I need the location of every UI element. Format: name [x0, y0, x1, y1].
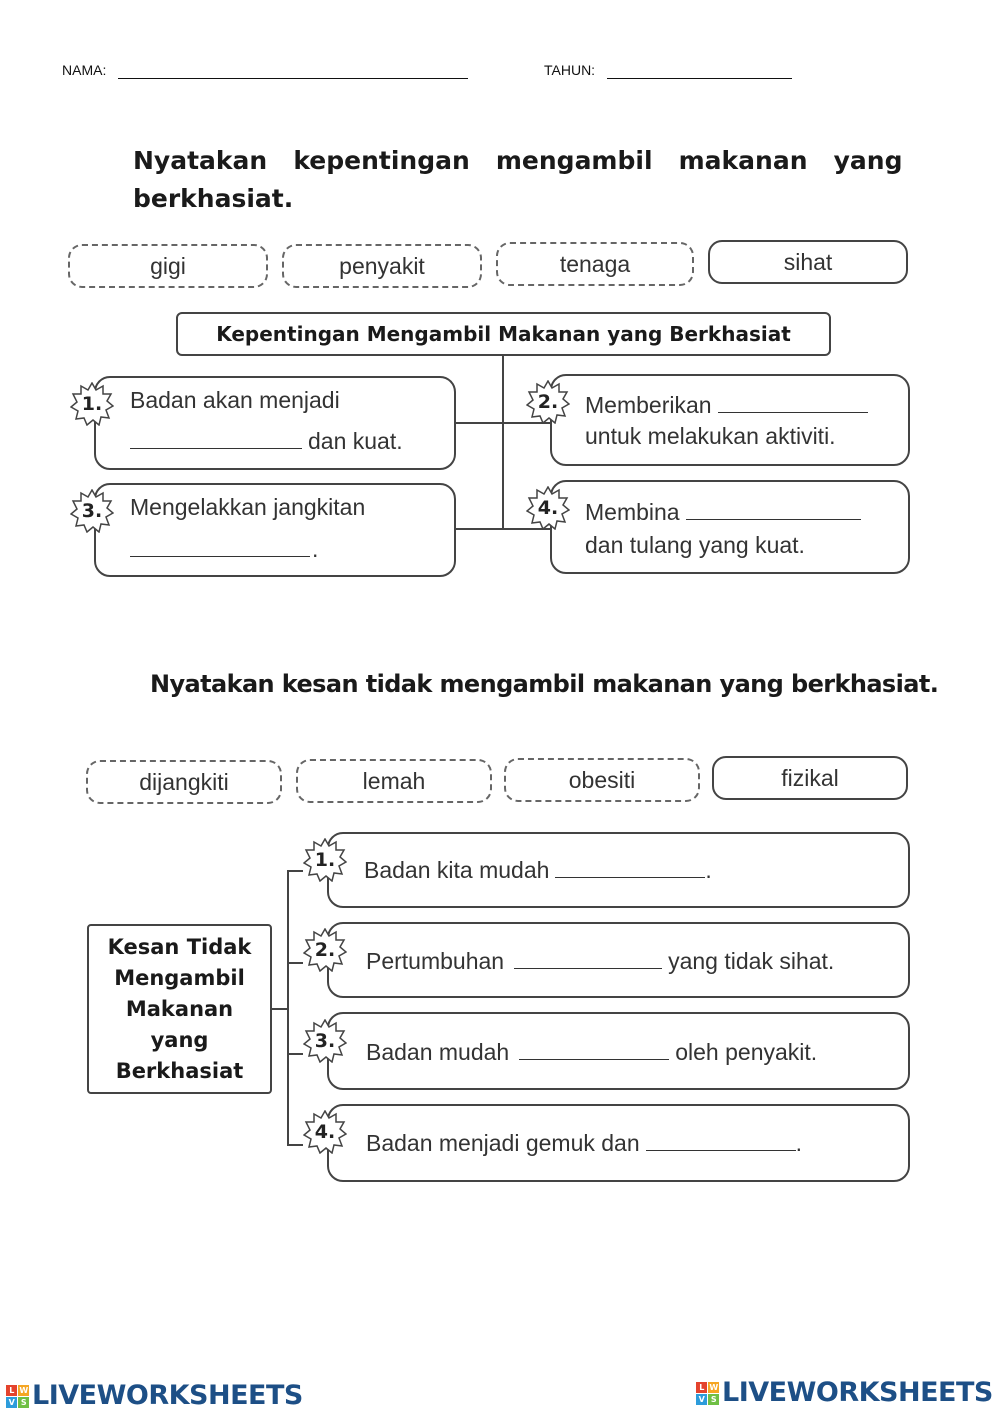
- section1-box-4: [550, 480, 910, 574]
- s1-item4-line1: [585, 499, 867, 526]
- s2-item3-text: [366, 1039, 817, 1066]
- liveworksheets-logo-left: [6, 1380, 303, 1411]
- section2-title: Nyatakan kesan tidak mengambil makanan yang berkhasiat.: [150, 670, 939, 698]
- s2-item1-text: [364, 857, 712, 884]
- s2-item1-after: .: [705, 857, 712, 883]
- s1-item4-before: Membina: [585, 499, 680, 525]
- word-bank-item-obesiti[interactable]: obesiti: [504, 758, 700, 802]
- name-field[interactable]: [118, 78, 468, 79]
- s1-item3-line2: [130, 536, 318, 563]
- section1-center-title: Kepentingan Mengambil Makanan yang Berkhasiat: [216, 322, 791, 346]
- logo-mark-cell: W: [709, 1383, 718, 1392]
- connector-vertical: [502, 356, 504, 530]
- badge-number: 3.: [81, 500, 103, 522]
- s2-item3-after: oleh penyakit.: [675, 1039, 818, 1065]
- answer-blank-s1-3[interactable]: [130, 555, 310, 557]
- badge-s1-4: [526, 486, 570, 530]
- s1-item2-before: Memberikan: [585, 392, 712, 418]
- badge-s2-2: [303, 928, 347, 972]
- logo-mark-cell: V: [696, 1394, 707, 1405]
- badge-number: 2.: [314, 939, 336, 961]
- s2-item2-text: [366, 948, 834, 975]
- connector-s2-1: [287, 870, 303, 872]
- connector-s2-stem: [272, 1008, 288, 1010]
- name-label: NAMA:: [62, 62, 107, 78]
- badge-number: 1.: [81, 393, 103, 415]
- year-label: TAHUN:: [544, 62, 596, 78]
- badge-s2-3: [303, 1019, 347, 1063]
- answer-blank-s2-3[interactable]: [519, 1058, 669, 1060]
- logo-mark-cell: L: [696, 1382, 707, 1393]
- word-bank-item-gigi[interactable]: gigi: [68, 244, 268, 288]
- logo-text: LIVEWORKSHEETS: [32, 1380, 303, 1411]
- badge-s1-1: [70, 382, 114, 426]
- badge-number: 4.: [314, 1121, 336, 1143]
- badge-number: 3.: [314, 1030, 336, 1052]
- logo-mark-cell: S: [708, 1394, 719, 1405]
- center-line-3: Makanan: [125, 996, 234, 1021]
- answer-blank-s1-2[interactable]: [718, 411, 868, 413]
- section2-center-box: [87, 924, 272, 1094]
- center-line-2: Mengambil: [114, 965, 245, 990]
- section1-title-line1: Nyatakan kepentingan mengambil makanan yang: [133, 146, 903, 175]
- s2-item3-before: Badan mudah: [366, 1039, 510, 1065]
- section1-title-line2: berkhasiat.: [133, 184, 294, 213]
- logo-mark-cell: V: [6, 1397, 17, 1408]
- logo-mark-cell: S: [18, 1397, 29, 1408]
- center-line-4: yang: [150, 1027, 209, 1052]
- s1-item1-line2: [130, 428, 403, 455]
- logo-mark-icon: [696, 1382, 719, 1405]
- word-bank-item-lemah[interactable]: lemah: [296, 759, 492, 803]
- center-line-1: Kesan Tidak: [107, 934, 252, 959]
- badge-number: 1.: [314, 849, 336, 871]
- connector-s2-2: [287, 962, 303, 964]
- answer-blank-s2-4[interactable]: [646, 1149, 796, 1151]
- connector-s2-4: [287, 1144, 303, 1146]
- answer-blank-s1-1[interactable]: [130, 447, 302, 449]
- answer-blank-s2-1[interactable]: [555, 876, 705, 878]
- s1-item2-line1: [585, 392, 874, 419]
- s1-item4-line2: dan tulang yang kuat.: [585, 532, 805, 558]
- badge-s1-2: [526, 380, 570, 424]
- s2-item1-before: Badan kita mudah: [364, 857, 550, 883]
- logo-mark-icon: [6, 1385, 29, 1408]
- word-bank-item-sihat[interactable]: sihat: [708, 240, 908, 284]
- s2-item2-before: Pertumbuhan: [366, 948, 505, 974]
- word-bank-item-penyakit[interactable]: penyakit: [282, 244, 482, 288]
- badge-s2-1: [303, 838, 347, 882]
- connector-s2-3: [287, 1053, 303, 1055]
- answer-blank-s2-2[interactable]: [514, 967, 662, 969]
- connector-s2-vertical: [287, 870, 289, 1146]
- center-line-5: Berkhasiat: [115, 1058, 244, 1083]
- s1-item1-after: dan kuat.: [308, 428, 403, 454]
- s1-item3-after: .: [312, 536, 319, 562]
- word-bank-item-tenaga[interactable]: tenaga: [496, 242, 694, 286]
- answer-blank-s1-4[interactable]: [686, 518, 861, 520]
- badge-s2-4: [303, 1110, 347, 1154]
- year-field[interactable]: [607, 78, 792, 79]
- s2-item4-text: [366, 1130, 802, 1157]
- logo-mark-cell: W: [19, 1386, 28, 1395]
- s2-item4-before: Badan menjadi gemuk dan: [366, 1130, 640, 1156]
- liveworksheets-logo-right: [696, 1377, 993, 1408]
- word-bank-item-dijangkiti[interactable]: dijangkiti: [86, 760, 282, 804]
- logo-mark-cell: L: [6, 1385, 17, 1396]
- s2-item4-after: .: [795, 1130, 803, 1156]
- s1-item2-line2: untuk melakukan aktiviti.: [585, 423, 836, 449]
- section1-box-2: [550, 374, 910, 466]
- s1-item1-line1: Badan akan menjadi: [130, 387, 340, 413]
- word-bank-item-fizikal[interactable]: fizikal: [712, 756, 908, 800]
- badge-s1-3: [70, 489, 114, 533]
- badge-number: 4.: [537, 497, 559, 519]
- section1-center-title-box: [176, 312, 831, 356]
- s2-item2-after: yang tidak sihat.: [668, 948, 835, 974]
- logo-text: LIVEWORKSHEETS: [722, 1377, 993, 1408]
- badge-number: 2.: [537, 391, 559, 413]
- s1-item3-line1: Mengelakkan jangkitan: [130, 494, 366, 520]
